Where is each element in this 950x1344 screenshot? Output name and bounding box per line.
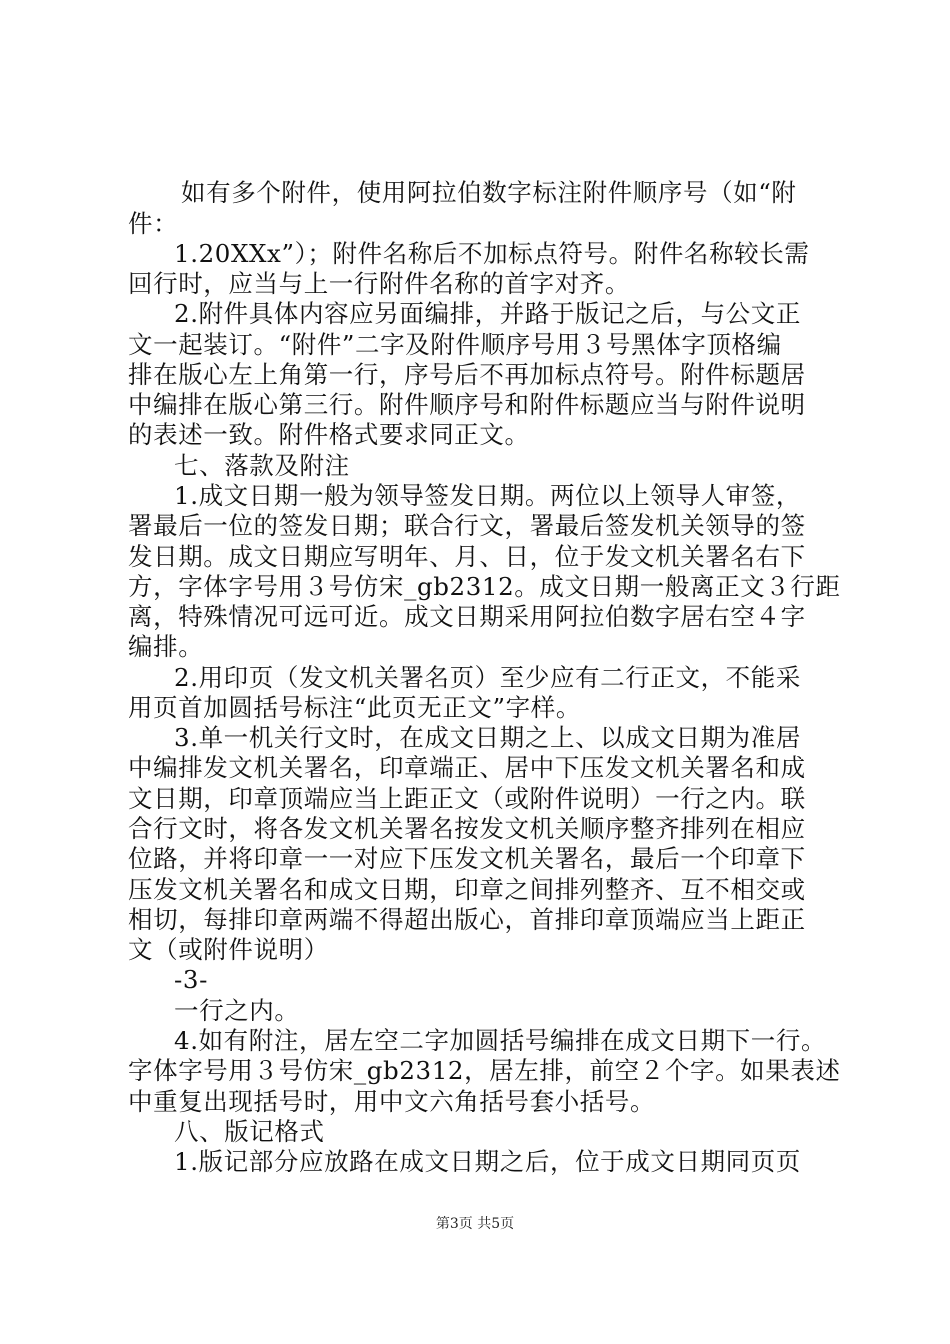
- body-line: 如有多个附件，使用阿拉伯数字标注附件顺序号（如“附: [181, 178, 797, 207]
- body-line: 1.20XXx”）；附件名称后不加标点符号。附件名称较长需: [174, 239, 810, 268]
- body-line: 离，特殊情况可远可近。成文日期采用阿拉伯数字居右空４字: [128, 602, 806, 631]
- body-line: 4.如有附注，居左空二字加圆括号编排在成文日期下一行。: [174, 1026, 827, 1055]
- body-line: 中重复出现括号时，用中文六角括号套小括号。: [128, 1087, 656, 1116]
- body-line: 一行之内。: [174, 996, 300, 1025]
- body-line: 位路，并将印章一一对应下压发文机关署名，最后一个印章下: [128, 844, 806, 873]
- body-line: 合行文时，将各发文机关署名按发文机关顺序整齐排列在相应: [128, 814, 806, 843]
- body-line: 排在版心左上角第一行，序号后不再加标点符号。附件标题居: [128, 360, 806, 389]
- body-line: 编排。: [128, 632, 204, 661]
- section-heading: 七、落款及附注: [174, 451, 350, 480]
- body-line: 文日期，印章顶端应当上距正文（或附件说明）一行之内。联: [128, 784, 806, 813]
- body-line: 1.成文日期一般为领导签发日期。两位以上领导人审签，: [174, 481, 801, 510]
- body-line: 2.附件具体内容应另面编排，并路于版记之后，与公文正: [174, 299, 801, 328]
- body-line: 件：: [128, 209, 179, 238]
- body-line: 字体字号用３号仿宋_gb2312，居左排，前空２个字。如果表述: [128, 1056, 841, 1085]
- section-heading: 八、版记格式: [174, 1117, 325, 1146]
- body-line: 方，字体字号用３号仿宋_gb2312。成文日期一般离正文３行距: [128, 572, 841, 601]
- body-line: 用页首加圆括号标注“此页无正文”字样。: [128, 693, 581, 722]
- body-line: 中编排发文机关署名，印章端正、居中下压发文机关署名和成: [128, 753, 806, 782]
- body-line: 的表述一致。附件格式要求同正文。: [128, 420, 530, 449]
- body-line: 署最后一位的签发日期；联合行文，署最后签发机关领导的签: [128, 511, 806, 540]
- body-line: 相切，每排印章两端不得超出版心，首排印章顶端应当上距正: [128, 905, 806, 934]
- body-line: 文一起装订。“附件”二字及附件顺序号用３号黑体字顶格编: [128, 330, 782, 359]
- body-line: 2.用印页（发文机关署名页）至少应有二行正文，不能采: [174, 663, 801, 692]
- body-line: 1.版记部分应放路在成文日期之后，位于成文日期同页页: [174, 1147, 801, 1176]
- body-line: 发日期。成文日期应写明年、月、日，位于发文机关署名右下: [128, 542, 806, 571]
- body-line: 回行时，应当与上一行附件名称的首字对齐。: [128, 269, 630, 298]
- body-line: 文（或附件说明）: [128, 935, 329, 964]
- inline-page-number: -3-: [174, 965, 208, 994]
- body-line: 压发文机关署名和成文日期，印章之间排列整齐、互不相交或: [128, 875, 806, 904]
- page-footer: 第3页 共5页: [435, 1216, 515, 1232]
- body-line: 中编排在版心第三行。附件顺序号和附件标题应当与附件说明: [128, 390, 806, 419]
- body-line: 3.单一机关行文时，在成文日期之上、以成文日期为准居: [174, 723, 801, 752]
